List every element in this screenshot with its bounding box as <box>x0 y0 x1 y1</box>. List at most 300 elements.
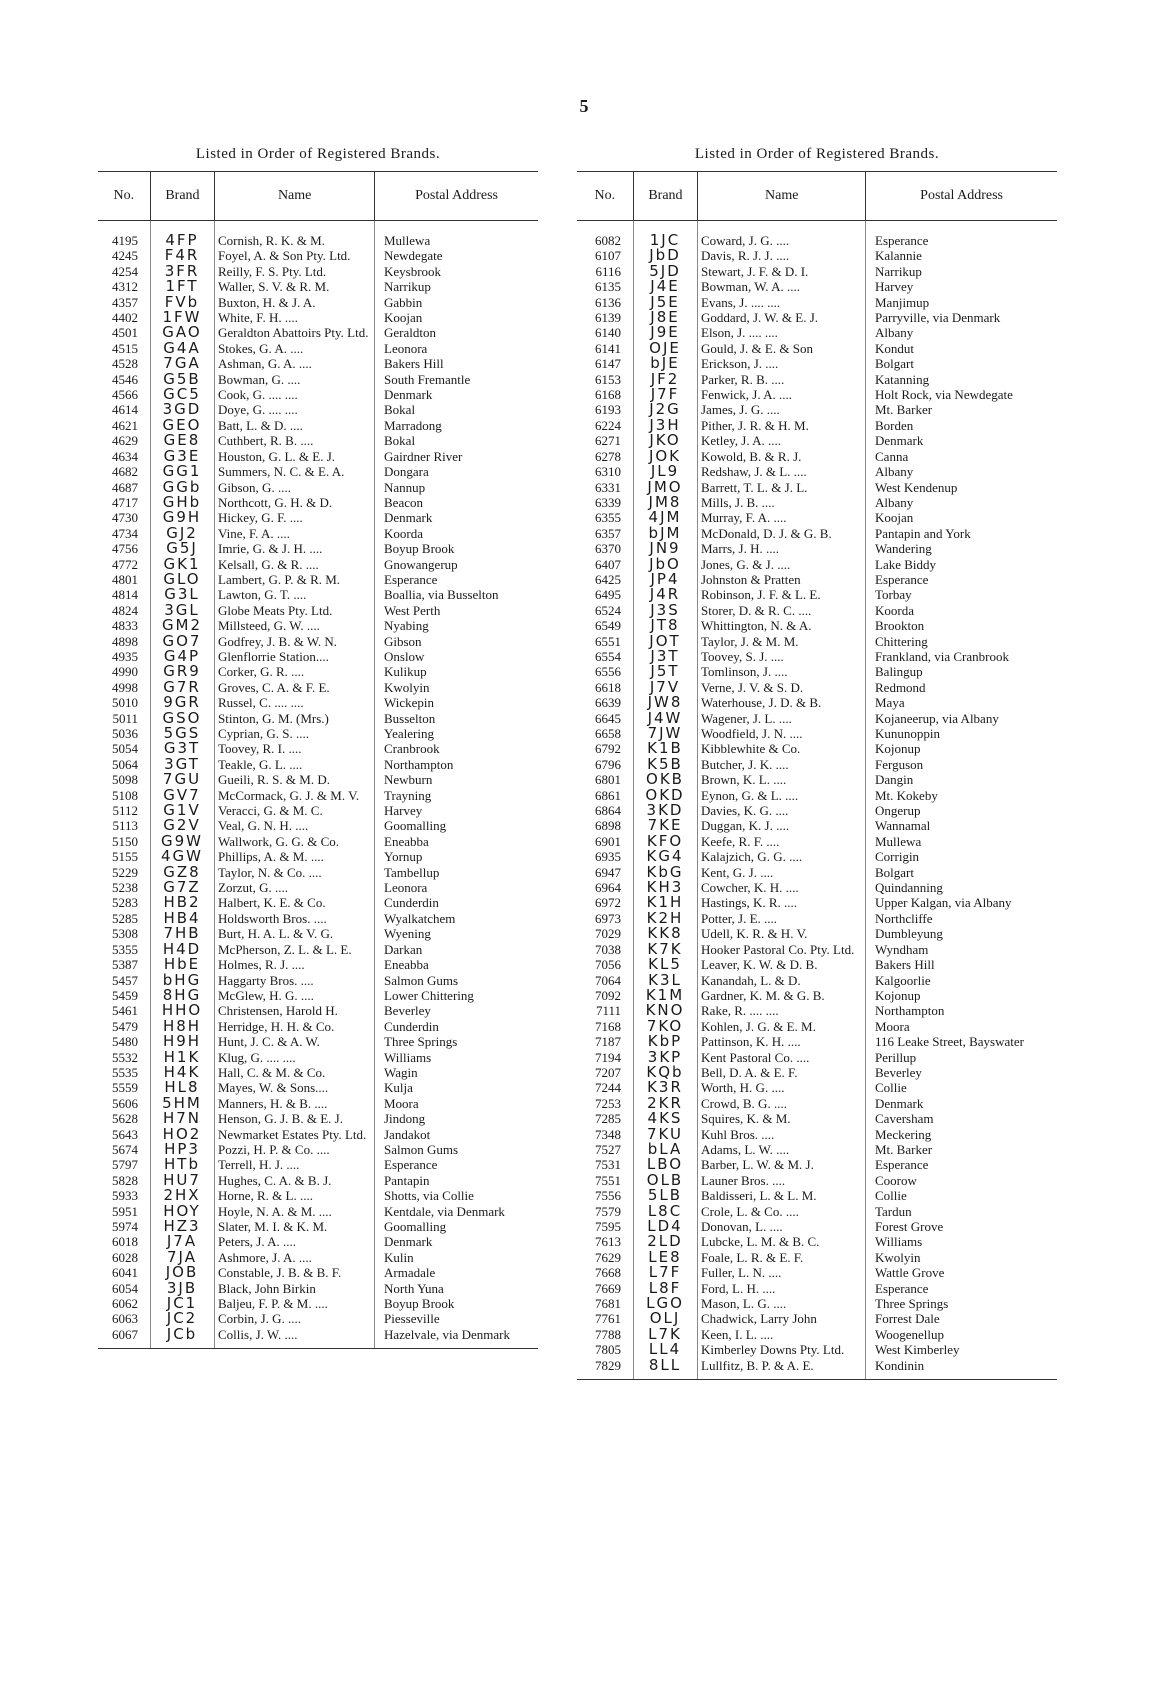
brand-number: 5461 <box>112 1003 138 1019</box>
owner-name: Barrett, T. L. & J. L. <box>701 479 808 495</box>
brand-mark: bJE <box>650 354 680 373</box>
brand-mark: bJM <box>648 523 682 542</box>
owner-name: Ketley, J. A. .... <box>701 433 782 449</box>
owner-name: Veal, G. N. H. .... <box>218 818 309 834</box>
owner-name: Kelsall, G. & R. .... <box>218 556 319 572</box>
brand-mark: GLO <box>163 569 201 588</box>
table-row <box>98 1247 538 1266</box>
header-name: Name <box>697 172 865 220</box>
postal-address: Kojonup <box>875 741 921 757</box>
brand-mark: J7V <box>649 677 681 696</box>
owner-name: Taylor, N. & Co. .... <box>218 864 322 880</box>
brand-mark: JL9 <box>650 462 680 481</box>
brand-number: 4546 <box>112 371 138 387</box>
brand-number: 7253 <box>595 1095 621 1111</box>
owner-name: Toovey, S. J. .... <box>701 648 784 664</box>
brand-mark: 7GU <box>162 770 202 789</box>
brand-number: 5010 <box>112 695 138 711</box>
postal-address: Esperance <box>875 233 929 248</box>
postal-address: Upper Kalgan, via Albany <box>875 895 1012 911</box>
brand-mark: 1FW <box>162 308 202 327</box>
brand-number: 4772 <box>112 556 138 572</box>
brand-mark: GK1 <box>163 554 201 573</box>
brand-number: 5113 <box>112 818 138 834</box>
table-row <box>98 523 538 542</box>
table-row <box>98 1278 538 1297</box>
postal-address: Williams <box>384 1049 432 1065</box>
owner-name: Kent Pastoral Co. .... <box>701 1049 810 1065</box>
postal-address: Manjimup <box>875 294 930 310</box>
owner-name: Gibson, G. .... <box>218 479 291 495</box>
brand-mark: G5J <box>166 539 198 558</box>
owner-name: Terrell, H. J. .... <box>218 1157 300 1173</box>
owner-name: Imrie, G. & J. H. .... <box>218 541 323 557</box>
postal-address: Boallia, via Busselton <box>384 587 499 603</box>
brand-number: 6153 <box>595 371 621 387</box>
brand-number: 5559 <box>112 1080 138 1096</box>
postal-address: Holt Rock, via Newdegate <box>875 387 1013 403</box>
brand-mark: J3H <box>649 415 681 434</box>
brand-mark: K2H <box>646 908 684 927</box>
brand-number: 6271 <box>595 433 621 449</box>
brand-number: 5229 <box>112 864 138 880</box>
brand-mark: HU7 <box>163 1170 201 1189</box>
brand-number: 6901 <box>595 833 621 849</box>
brand-number: 6041 <box>112 1265 138 1281</box>
postal-address: West Kimberley <box>875 1342 960 1358</box>
brand-mark: 2HX <box>163 1186 201 1205</box>
table-row <box>577 646 1057 665</box>
brand-number: 5951 <box>112 1203 138 1219</box>
left-column <box>98 146 538 1349</box>
postal-address: Kojonup <box>875 987 921 1003</box>
owner-name: Cuthbert, R. B. .... <box>218 433 314 449</box>
owner-name: Wallwork, G. G. & Co. <box>218 833 339 849</box>
owner-name: Globe Meats Pty. Ltd. <box>218 602 333 618</box>
postal-address: Lower Chittering <box>384 987 474 1003</box>
brand-mark: K1M <box>645 985 685 1004</box>
brand-mark: HOY <box>163 1201 201 1220</box>
owner-name: Kuhl Bros. .... <box>701 1126 775 1142</box>
brand-number: 4935 <box>112 648 138 664</box>
brand-mark: KK8 <box>647 924 683 943</box>
postal-address: Goomalling <box>384 1219 447 1234</box>
brand-number: 6067 <box>112 1326 138 1342</box>
brand-number: 5674 <box>112 1141 138 1157</box>
owner-name: Jones, G. & J. .... <box>701 556 791 572</box>
table-row <box>577 1296 1057 1311</box>
postal-address: Frankland, via Cranbrook <box>875 648 1009 664</box>
brand-mark: HbE <box>163 955 201 974</box>
brand-mark: F4R <box>164 246 200 265</box>
column-rule <box>150 221 151 1348</box>
brand-number: 5238 <box>112 880 138 896</box>
owner-name: Henson, G. J. B. & E. J. <box>218 1111 343 1127</box>
postal-address: Trayning <box>384 787 432 803</box>
postal-address: Mt. Kokeby <box>875 787 938 803</box>
owner-name: Kanandah, L. & D. <box>701 972 801 988</box>
owner-name: Butcher, J. K. .... <box>701 756 789 772</box>
brand-mark: 4KS <box>647 1109 683 1128</box>
postal-address: Cunderdin <box>384 895 439 911</box>
brand-number: 5155 <box>112 849 138 865</box>
owner-name: Marrs, J. H. .... <box>701 541 779 557</box>
brand-number: 6139 <box>595 310 621 326</box>
brand-mark: 7KE <box>647 816 683 835</box>
owner-name: Hooker Pastoral Co. Pty. Ltd. <box>701 941 855 957</box>
brand-number: 5459 <box>112 987 138 1003</box>
brand-mark: 3FR <box>164 261 200 280</box>
brand-mark: H9H <box>162 1032 202 1051</box>
brand-number: 5532 <box>112 1049 138 1065</box>
postal-address: Tambellup <box>384 864 440 880</box>
brand-number: 4734 <box>112 525 138 541</box>
brand-mark: LE8 <box>648 1247 682 1266</box>
brand-mark: HZ3 <box>163 1217 201 1235</box>
brand-mark: JOK <box>648 446 682 465</box>
brand-number: 5457 <box>112 972 138 988</box>
postal-address: West Kendenup <box>875 479 958 495</box>
owner-name: Ashmore, J. A. .... <box>218 1249 312 1265</box>
owner-name: Northcott, G. H. & D. <box>218 494 333 510</box>
brand-number: 4501 <box>112 325 138 341</box>
brand-mark: HP3 <box>164 1139 200 1158</box>
brand-number: 7038 <box>595 941 621 957</box>
owner-name: Keefe, R. F. .... <box>701 833 780 849</box>
brand-mark: H4D <box>162 939 202 958</box>
brand-number: 6278 <box>595 448 621 464</box>
owner-name: Verne, J. V. & S. D. <box>701 679 804 695</box>
brand-number: 5150 <box>112 833 138 849</box>
postal-address: Leonora <box>384 340 428 356</box>
postal-address: Gairdner River <box>384 448 463 464</box>
brand-number: 5535 <box>112 1064 138 1080</box>
brand-mark: K5B <box>647 754 683 773</box>
postal-address: Denmark <box>875 1095 924 1111</box>
brand-number: 7168 <box>595 1018 621 1034</box>
brand-number: 4824 <box>112 602 138 618</box>
brand-number: 4566 <box>112 387 138 403</box>
postal-address: Yornup <box>384 849 423 865</box>
brand-number: 4515 <box>112 340 138 356</box>
brand-mark: 2LD <box>647 1232 683 1251</box>
brand-number: 6224 <box>595 417 621 433</box>
brand-number: 6082 <box>595 233 621 248</box>
brand-mark: GAO <box>162 323 202 342</box>
brand-mark: GG1 <box>162 462 202 481</box>
postal-address: Kentdale, via Denmark <box>384 1203 505 1219</box>
brand-number: 7595 <box>595 1219 621 1234</box>
owner-name: Horne, R. & L. .... <box>218 1188 313 1204</box>
brand-number: 4730 <box>112 510 138 526</box>
brand-number: 6147 <box>595 356 621 372</box>
brand-number: 4621 <box>112 417 138 433</box>
brand-mark: G4A <box>163 338 201 357</box>
owner-name: Slater, M. I. & K. M. <box>218 1219 328 1234</box>
owner-name: Burt, H. A. L. & V. G. <box>218 926 334 942</box>
brand-number: 6331 <box>595 479 621 495</box>
table-row <box>577 569 1057 588</box>
brands-table <box>577 171 1057 1380</box>
column-rule <box>697 221 698 1379</box>
postal-address: Wannamal <box>875 818 931 834</box>
brand-mark: GGb <box>162 477 202 496</box>
postal-address: Nyabing <box>384 618 429 634</box>
postal-address: Cranbrook <box>384 741 440 757</box>
brand-number: 6062 <box>112 1296 138 1312</box>
owner-name: Storer, D. & R. C. .... <box>701 602 812 618</box>
owner-name: Cook, G. .... .... <box>218 387 298 403</box>
brand-mark: 1JC <box>649 231 681 249</box>
right-column <box>577 146 1057 1380</box>
brand-number: 7668 <box>595 1265 621 1281</box>
owner-name: Chadwick, Larry John <box>701 1311 817 1327</box>
brand-number: 7207 <box>595 1064 621 1080</box>
postal-address: Eneabba <box>384 833 429 849</box>
brand-mark: JCb <box>166 1324 198 1343</box>
postal-address: Shotts, via Collie <box>384 1188 474 1204</box>
postal-address: Denmark <box>384 1234 433 1250</box>
owner-name: Buxton, H. & J. A. <box>218 294 316 310</box>
brand-mark: JN9 <box>649 539 681 558</box>
owner-name: Hall, C. & M. & Co. <box>218 1064 326 1080</box>
postal-address: Dongara <box>384 464 429 480</box>
brand-mark: 7JW <box>647 724 683 742</box>
brand-mark: KFO <box>646 831 684 850</box>
brand-mark: K1H <box>646 893 684 912</box>
postal-address: Onslow <box>384 648 425 664</box>
brand-number: 6792 <box>595 741 621 757</box>
postal-address: Three Springs <box>875 1296 949 1312</box>
postal-address: West Perth <box>384 602 441 618</box>
brand-number: 5011 <box>112 710 138 726</box>
brand-number: 5064 <box>112 756 138 772</box>
owner-name: Houston, G. L. & E. J. <box>218 448 335 464</box>
postal-address: Ongerup <box>875 803 921 819</box>
postal-address: Coorow <box>875 1172 917 1188</box>
brand-mark: K7K <box>647 939 683 958</box>
brand-mark: HTb <box>164 1155 200 1174</box>
postal-address: Esperance <box>384 571 438 587</box>
brand-number: 5628 <box>112 1111 138 1127</box>
brand-number: 4898 <box>112 633 138 649</box>
brand-mark: J8E <box>650 308 680 327</box>
brand-mark: G2V <box>163 816 201 835</box>
brand-number: 5112 <box>112 803 138 819</box>
postal-address: Williams <box>875 1234 923 1250</box>
brand-mark: 5HM <box>162 1093 202 1112</box>
postal-address: Koorda <box>875 602 914 618</box>
brand-number: 7788 <box>595 1326 621 1342</box>
brand-number: 7551 <box>595 1172 621 1188</box>
owner-name: Tomlinson, J. .... <box>701 664 788 680</box>
brand-mark: G7Z <box>163 878 201 897</box>
brand-mark: JMO <box>647 477 683 496</box>
brand-mark: G9H <box>162 508 202 527</box>
owner-name: Robinson, J. F. & L. E. <box>701 587 821 603</box>
brand-number: 4998 <box>112 679 138 695</box>
postal-address: Jindong <box>384 1111 426 1127</box>
table-row <box>577 664 1057 679</box>
postal-address: Albany <box>875 325 914 341</box>
owner-name: Ashman, G. A. .... <box>218 356 312 372</box>
owner-name: Davies, K. G. .... <box>701 803 789 819</box>
brand-mark: K3R <box>647 1078 683 1097</box>
table-row <box>577 369 1057 388</box>
brand-number: 5285 <box>112 910 138 926</box>
table-row <box>98 1234 538 1249</box>
brand-number: 7111 <box>595 1003 621 1019</box>
brand-number: 4402 <box>112 310 138 326</box>
brand-mark: G4P <box>163 646 201 665</box>
brand-number: 6357 <box>595 525 621 541</box>
owner-name: Hastings, K. R. .... <box>701 895 798 911</box>
brand-mark: J4R <box>649 585 681 604</box>
brand-number: 6972 <box>595 895 621 911</box>
owner-name: Teakle, G. L. .... <box>218 756 303 772</box>
brand-mark: JT8 <box>650 616 680 635</box>
owner-name: Geraldton Abattoirs Pty. Ltd. <box>218 325 369 341</box>
owner-name: Johnston & Pratten <box>701 571 801 587</box>
brand-number: 4990 <box>112 664 138 680</box>
brand-number: 6193 <box>595 402 621 418</box>
owner-name: Vine, F. A. .... <box>218 525 290 541</box>
owner-name: Kent, G. J. .... <box>701 864 774 880</box>
postal-address: Denmark <box>384 387 433 403</box>
postal-address: Mt. Barker <box>875 402 933 418</box>
brand-mark: 7GA <box>163 354 201 373</box>
postal-address: Forest Grove <box>875 1219 944 1234</box>
brand-number: 6116 <box>595 263 621 279</box>
postal-address: Salmon Gums <box>384 1141 459 1157</box>
postal-address: Goomalling <box>384 818 447 834</box>
brand-mark: JbD <box>649 246 681 265</box>
brand-mark: J5T <box>650 662 680 681</box>
owner-name: Wagener, J. L. .... <box>701 710 792 726</box>
postal-address: Parryville, via Denmark <box>875 310 1001 326</box>
postal-address: Gnowangerup <box>384 556 458 572</box>
owner-name: Donovan, L. .... <box>701 1219 783 1234</box>
brand-mark: 3GT <box>164 754 200 773</box>
brand-number: 6801 <box>595 772 621 788</box>
brand-mark: GHb <box>162 492 202 511</box>
postal-address: Armadale <box>384 1265 436 1281</box>
owner-name: McGlew, H. G. .... <box>218 987 314 1003</box>
owner-name: McPherson, Z. L. & L. E. <box>218 941 352 957</box>
owner-name: Foyel, A. & Son Pty. Ltd. <box>218 248 351 264</box>
brand-mark: KQb <box>646 1062 684 1081</box>
postal-address: Northcliffe <box>875 910 933 926</box>
postal-address: Nannup <box>384 479 426 495</box>
header-no: No. <box>594 188 616 203</box>
brand-mark: JF2 <box>650 369 680 388</box>
brand-number: 5933 <box>112 1188 138 1204</box>
owner-name: Halbert, K. E. & Co. <box>218 895 326 911</box>
brand-number: 4717 <box>112 494 138 510</box>
brand-mark: G3E <box>163 446 201 465</box>
brand-number: 5098 <box>112 772 138 788</box>
brand-number: 7064 <box>595 972 621 988</box>
brand-number: 6018 <box>112 1234 138 1250</box>
brand-number: 4833 <box>112 618 138 634</box>
brand-mark: J3T <box>650 646 680 665</box>
brand-mark: KL5 <box>648 955 682 974</box>
brand-number: 6556 <box>595 664 621 680</box>
brand-number: 4682 <box>112 464 138 480</box>
brand-number: 6107 <box>595 248 621 264</box>
owner-name: Doye, G. .... .... <box>218 402 298 418</box>
brand-mark: GM2 <box>161 616 203 635</box>
owner-name: Worth, H. G. .... <box>701 1080 785 1096</box>
owner-name: Corbin, J. G. .... <box>218 1311 302 1327</box>
owner-name: Groves, C. A. & F. E. <box>218 679 330 695</box>
brand-mark: 3JB <box>166 1278 198 1297</box>
brand-mark: GV7 <box>163 785 201 804</box>
postal-address: Salmon Gums <box>384 972 459 988</box>
brand-mark: GO7 <box>162 631 202 650</box>
brand-number: 7194 <box>595 1049 621 1065</box>
owner-name: Crowd, B. G. .... <box>701 1095 787 1111</box>
brand-number: 6135 <box>595 279 621 295</box>
postal-address: Koojan <box>875 510 914 526</box>
owner-name: Stinton, G. M. (Mrs.) <box>218 710 329 726</box>
brand-mark: J7F <box>650 385 680 404</box>
brand-mark: GR9 <box>163 662 201 681</box>
owner-name: Kibblewhite & Co. <box>701 741 801 757</box>
postal-address: Eneabba <box>384 957 429 973</box>
owner-name: Waller, S. V. & R. M. <box>218 279 330 295</box>
owner-name: Whittington, N. & A. <box>701 618 812 634</box>
postal-address: Albany <box>875 464 914 480</box>
postal-address: Beacon <box>384 494 423 510</box>
postal-address: Wyndham <box>875 941 929 957</box>
postal-address: Kulikup <box>384 664 427 680</box>
owner-name: Holdsworth Bros. .... <box>218 910 327 926</box>
postal-address: Wagin <box>384 1064 418 1080</box>
postal-address: Wattle Grove <box>875 1265 945 1281</box>
brand-number: 5283 <box>112 895 138 911</box>
owner-name: Russel, C. .... .... <box>218 695 304 711</box>
brand-number: 7629 <box>595 1249 621 1265</box>
brand-mark: K3L <box>648 970 682 989</box>
owner-name: James, J. G. .... <box>701 402 780 418</box>
postal-address: Albany <box>875 494 914 510</box>
table-row <box>98 1296 538 1311</box>
brand-mark: OLB <box>646 1170 684 1189</box>
brand-number: 6658 <box>595 726 621 741</box>
postal-address: Wickepin <box>384 695 435 711</box>
owner-name: Haggarty Bros. .... <box>218 972 314 988</box>
postal-address: Gabbin <box>384 294 423 310</box>
brand-mark: FVb <box>164 292 200 311</box>
brand-number: 4634 <box>112 448 138 464</box>
owner-name: Erickson, J. .... <box>701 356 779 372</box>
owner-name: Kohlen, J. G. & E. M. <box>701 1018 816 1034</box>
owner-name: Glenflorrie Station.... <box>218 648 329 664</box>
owner-name: Hoyle, N. A. & M. .... <box>218 1203 332 1219</box>
postal-address: Kulja <box>384 1080 413 1096</box>
brand-number: 7029 <box>595 926 621 942</box>
brand-number: 7056 <box>595 957 621 973</box>
brand-mark: 7KO <box>646 1016 684 1035</box>
postal-address: Cunderdin <box>384 1018 439 1034</box>
owner-name: Hughes, C. A. & B. J. <box>218 1172 332 1188</box>
brand-number: 6141 <box>595 340 621 356</box>
postal-address: Busselton <box>384 710 436 726</box>
postal-address: Keysbrook <box>384 263 442 279</box>
brand-number: 6549 <box>595 618 621 634</box>
owner-name: Batt, L. & D. .... <box>218 417 303 433</box>
